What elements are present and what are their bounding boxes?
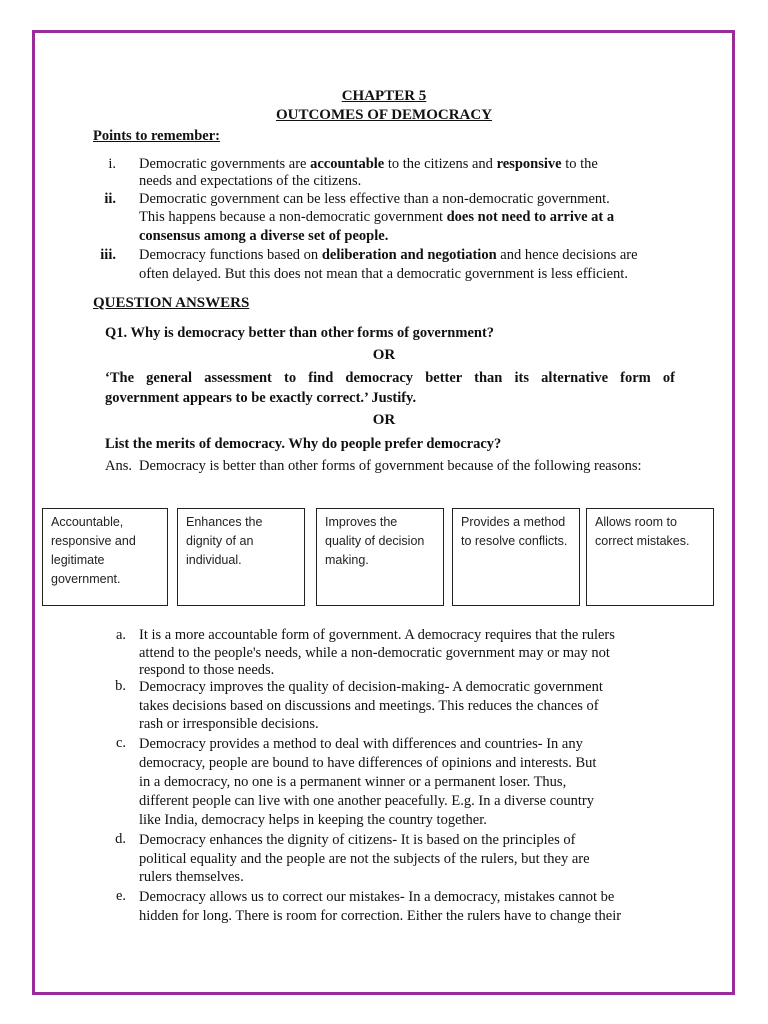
point-line: needs and expectations of the citizens. [139,173,362,189]
chapter-number: CHAPTER 5 [341,88,427,104]
or-separator: OR [372,347,396,363]
point-line: Democratic government can be less effective than a non-democratic government. [139,191,610,207]
question-line: Q1. Why is democracy better than other forms of government? [105,325,495,341]
qa-heading: QUESTION ANSWERS [93,295,250,311]
reason-box: Accountable, responsive and legitimate government. [42,508,168,606]
point-line: Democratic governments are accountable to the citizens and responsive to the [139,156,598,172]
point-line: consensus among a diverse set of people. [139,228,389,244]
answer-paragraph: It is a more accountable form of government. A democracy requires that the rulers attend to the people's needs, while a non-democratic government may or may not respond to those needs. [139,627,615,678]
keyword-responsive: responsive [496,156,562,172]
keyword-accountable: accountable [310,156,385,172]
point-line: This happens because a non-democratic government does not need to arrive at a [139,209,615,225]
point-line: Democracy functions based on deliberation and negotiation and hence decisions are [139,247,638,263]
answer-paragraph: Democracy allows us to correct our mistakes- In a democracy, mistakes cannot be hidden for long. There is room for correction. Either the rulers have to change their [139,889,622,924]
answer-paragraph: Democracy enhances the dignity of citizens- It is based on the principles of political equality and the people are not the subjects of the rulers, but they are rulers themselves. [139,832,590,885]
point-line: often delayed. But this does not mean that a democratic government is less efficient. [139,266,628,282]
point-number: iii. [100,247,116,263]
chapter-title: OUTCOMES OF DEMOCRACY [275,107,493,123]
answer-intro: Democracy is better than other forms of government because of the following reasons: [139,458,642,474]
question-line: ‘The general assessment to find democracy better than its alternative form of [105,370,675,386]
reason-box: Enhances the dignity of an individual. [177,508,305,606]
point-number: ii. [104,191,116,207]
answer-paragraph: Democracy provides a method to deal with differences and countries- In any democracy, people are bound to have differences of opinions and interests. But in a democracy, no one is a permanent winner or a permanent loser. Thus, different people can live with one another peacefully. E.g. In a diverse country like India, democracy helps in keeping the country together. [139,736,597,828]
reason-box: Improves the quality of decision making. [316,508,444,606]
answer-label: Ans. [105,458,132,474]
point-number: i. [108,156,116,172]
question-line: government appears to be exactly correct.’ Justify. [105,390,417,406]
answer-letter: c. [115,735,126,751]
answer-paragraph: Democracy improves the quality of decision-making- A democratic government takes decisions based on discussions and meetings. This reduces the chances of rash or irresponsible decisions. [139,679,603,732]
answer-letter: e. [115,888,126,904]
points-heading: Points to remember: [93,128,220,144]
or-separator: OR [372,412,396,428]
reason-box: Provides a method to resolve conflicts. [452,508,580,606]
question-line: List the merits of democracy. Why do people prefer democracy? [105,436,502,452]
answer-letter: b. [115,678,126,694]
reason-box: Allows room to correct mistakes. [586,508,714,606]
answer-letter: d. [115,831,126,847]
answer-letter: a. [115,627,126,643]
